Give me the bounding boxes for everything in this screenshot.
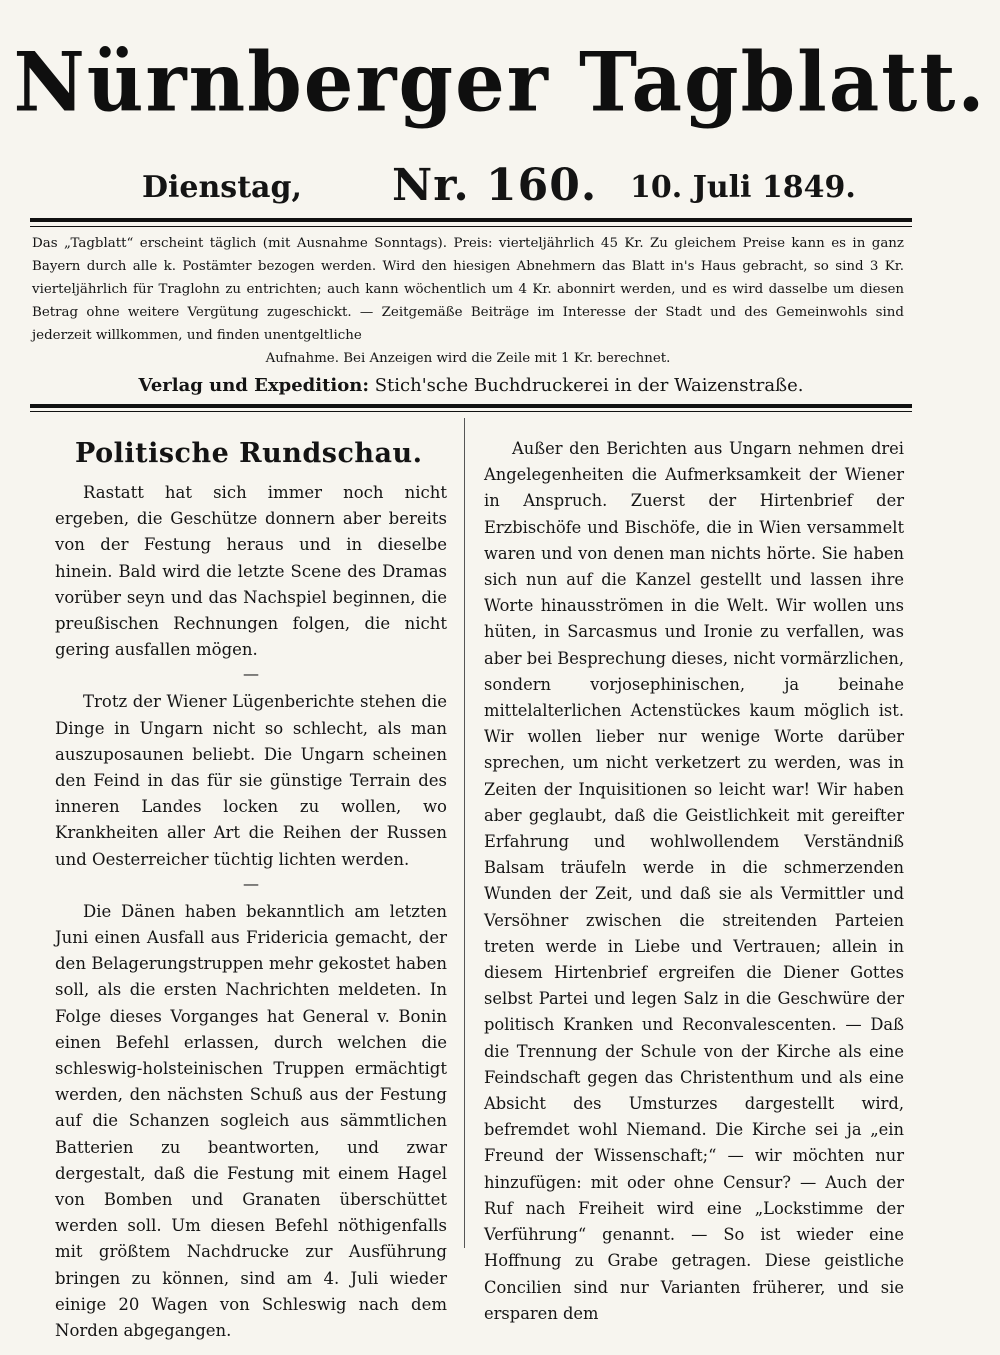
section-title: Politische Rundschau. bbox=[75, 438, 423, 469]
separator: — bbox=[243, 873, 259, 893]
article-paragraph: Außer den Berichten aus Ungarn nehmen drei Angelegenheiten die Aufmerksamkeit der Wiener in Anspruch. Zuerst der Hirtenbrief der Erzbischöfe und Bischöfe, die in Wien versammelt waren und von denen man nichts hörte. Sie haben sich nun auf die Kanzel gestellt und lassen ihre Worte hinausströmen in die Welt. Wir wollen uns hüten, in Sarcasmus und Ironie zu verfallen, was aber bei Besprechung dieses, nicht vormärzlichen, sondern vorjosephinischen, ja beinahe mittelalterlichen Actenstückes kaum möglich ist. Wir wollen lieber nur wenige Worte darüber sprechen, um nicht verketzert zu werden, was in Zeiten der Inquisitionen so leicht war! Wir haben aber geglaubt, daß die Geistlichkeit mit gereifter Erfahrung und wohlwollendem Verständniß Balsam träufeln werde in die schmerzenden Wunden der Zeit, und daß sie als Vermittler und Versöhner zwischen die streitenden Parteien treten werde in Liebe und Vertrauen; allein in diesem Hirtenbrief ergreifen die Diener Gottes selbst Partei und legen Salz in die Geschwüre der politisch Kranken und Reconvalescenten. — Daß die Trennung der Schule von der Kirche als eine Feindschaft gegen das Christenthum und als eine Absicht des Umsturzes dargestellt wird, befremdet wohl Niemand. Die Kirche sei ja „ein Freund der Wissenschaft;“ — wir möchten nur hinzufügen: mit oder ohne Censur? — Auch der Ruf nach Freiheit wird eine „Lockstimme der Verführung“ genannt. — So ist wieder eine Hoffnung zu Grabe getragen. Diese geistliche Concilien sind nur Varianten früherer, und sie ersparen dem bbox=[484, 439, 904, 1323]
article-paragraph: Trotz der Wiener Lügenberichte stehen die Dinge in Ungarn nicht so schlecht, als man auszuposaunen beliebt. Die Ungarn scheinen den Feind in das für sie günstige Terrain des inneren Landes locken zu wollen, wo Krankheiten aller Art die Reihen der Russen und Oesterreicher tüchtig lichten werden. bbox=[55, 692, 447, 869]
separator: — bbox=[243, 664, 259, 684]
publisher-label: Verlag und Expedition: bbox=[138, 375, 369, 396]
header-rule-thick bbox=[30, 218, 912, 222]
left-column bbox=[55, 432, 447, 1344]
subscription-notice bbox=[32, 232, 904, 370]
column-divider bbox=[464, 418, 465, 1248]
notice-body: Das „Tagblatt“ erscheint täglich (mit Ausnahme Sonntags). Preis: vierteljährlich 45 Kr. Zu gleichem Preise kann es in ganz Bayern durch alle k. Postämter bezogen werden. Wird den hiesigen Abnehmern das Blatt in's Haus gebracht, so sind 3 Kr. vierteljährlich für Traglohn zu entrichten; auch kann wöchentlich um 4 Kr. abonnirt werden, und es wird dasselbe um diesen Betrag ohne weitere Vergütung zugeschickt. — Zeitgemäße Beiträge im Interesse der Stadt und des Gemeinwohls sind jederzeit willkommen, und finden unentgeltliche bbox=[32, 236, 904, 343]
right-column bbox=[484, 436, 904, 1327]
article-paragraph: Rastatt hat sich immer noch nicht ergeben, die Geschütze donnern aber bereits von der Festung heraus und in dieselbe hinein. Bald wird die letzte Scene des Dramas vorüber seyn und das Nachspiel beginnen, die preußischen Rechnungen folgen, die nicht gering ausfallen mögen. bbox=[55, 483, 447, 660]
issue-date: 10. Juli 1849. bbox=[630, 170, 856, 205]
article-paragraph: Die Dänen haben bekanntlich am letzten Juni einen Ausfall aus Fridericia gemacht, der den Belagerungstruppen mehr gekostet haben soll, als die ersten Nachrichten meldeten. In Folge dieses Vorganges hat General v. Bonin einen Befehl erlassen, durch welchen die schleswig-holsteinischen Truppen ermächtigt werden, den nächsten Schuß aus der Festung auf die Schanzen sogleich aus sämmtlichen Batterien zu beantworten, und zwar dergestalt, daß die Festung mit einem Hagel von Bomben und Granaten überschüttet werden soll. Um diesen Befehl nöthigenfalls mit größtem Nachdrucke zur Ausführung bringen zu können, sind am 4. Juli wieder einige 20 Wagen von Schleswig nach dem Norden abgegangen. bbox=[55, 901, 447, 1341]
masthead-title: Nürnberger Tagblatt. bbox=[13, 34, 987, 131]
notice-last-line: Aufnahme. Bei Anzeigen wird die Zeile mit 1 Kr. berechnet. bbox=[265, 351, 671, 366]
publisher-text: Stich'sche Buchdruckerei in der Waizenstraße. bbox=[374, 375, 804, 396]
section-rule-thick bbox=[30, 404, 912, 408]
section-rule-thin bbox=[30, 411, 912, 412]
header-rule-thin bbox=[30, 226, 912, 227]
issue-number: Nr. 160. bbox=[392, 160, 598, 211]
publisher-line bbox=[30, 373, 912, 399]
dateline bbox=[0, 160, 1000, 216]
weekday: Dienstag, bbox=[142, 170, 302, 205]
